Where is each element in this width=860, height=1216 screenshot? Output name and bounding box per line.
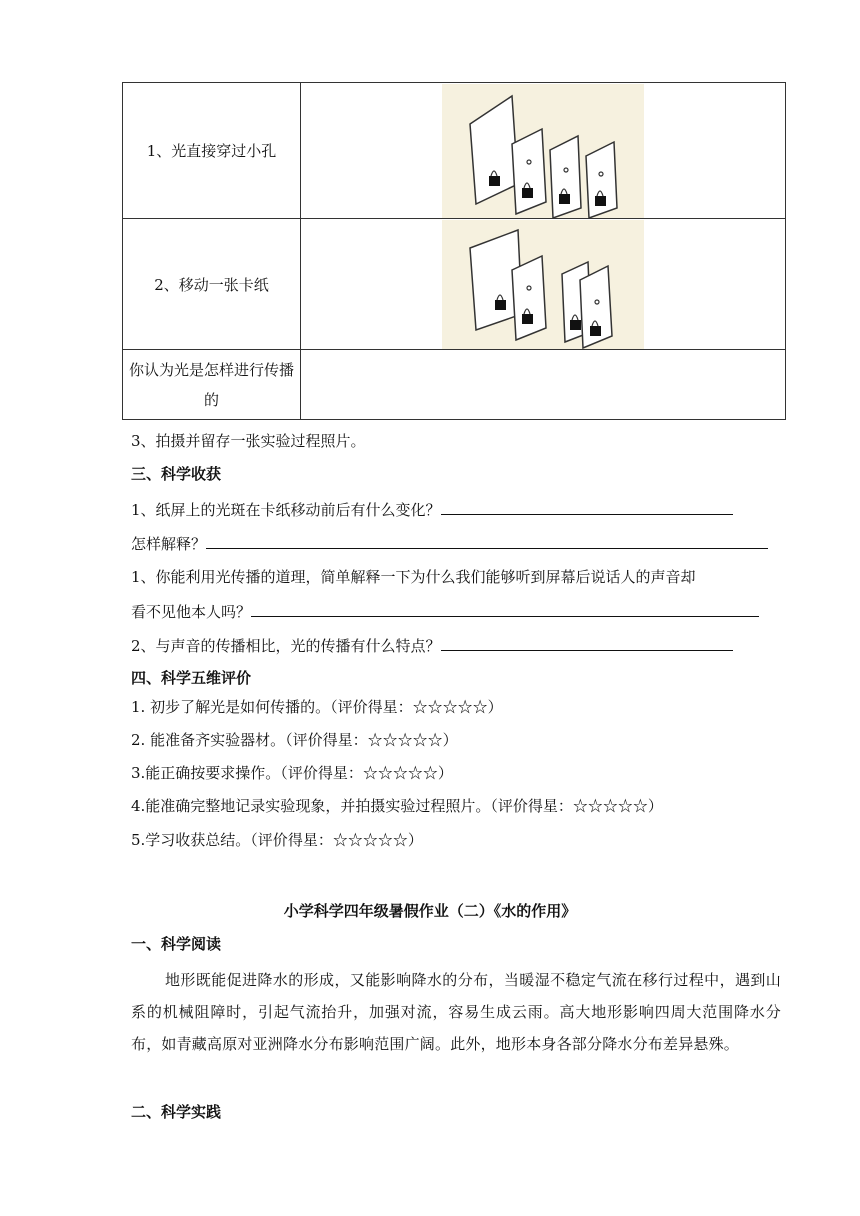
row-label: 你认为光是怎样进行传播的 — [123, 350, 301, 420]
question-2-line-2 — [131, 600, 759, 623]
evaluation-item: 3.能正确按要求操作。（评价得星：☆☆☆☆☆） — [131, 764, 453, 782]
section-3-heading: 三、科学收获 — [131, 465, 222, 483]
question-1b — [131, 532, 768, 555]
answer-cell[interactable] — [301, 350, 786, 420]
table-row — [123, 350, 786, 420]
image-cell — [301, 219, 786, 350]
question-1-text: 1、纸屏上的光斑在卡纸移动前后有什么变化？ — [131, 501, 441, 519]
table-row — [123, 219, 786, 350]
question-1b-text: 怎样解释？ — [131, 535, 207, 553]
answer-blank[interactable] — [441, 498, 733, 515]
practice-heading: 二、科学实践 — [131, 1103, 222, 1121]
question-3-text: 2、与声音的传播相比，光的传播有什么特点？ — [131, 637, 441, 655]
experiment-table — [122, 82, 786, 420]
table-row — [123, 83, 786, 219]
answer-blank[interactable] — [206, 532, 768, 549]
reading-paragraph: 地形既能促进降水的形成，又能影响降水的分布，当暖湿不稳定气流在移行过程中，遇到山系的机械阻障时，引起气流抬升，加强对流，容易生成云雨。高大地形影响四周大范围降水分布，如青藏高原对亚洲降水分布影响范围广阔。此外，地形本身各部分降水分布差异悬殊。 — [131, 971, 781, 1053]
cards-moved-illustration — [442, 220, 644, 349]
answer-blank[interactable] — [441, 634, 733, 651]
evaluation-item: 4.能准确完整地记录实验现象，并拍摄实验过程照片。（评价得星：☆☆☆☆☆） — [131, 797, 663, 815]
row-label: 2、移动一张卡纸 — [123, 219, 301, 350]
reading-heading: 一、科学阅读 — [131, 935, 222, 953]
step-3-text: 3、拍摄并留存一张实验过程照片。 — [131, 432, 366, 450]
evaluation-item: 5.学习收获总结。（评价得星：☆☆☆☆☆） — [131, 831, 423, 849]
question-2-line-1: 1、你能利用光传播的道理，简单解释一下为什么我们能够听到屏幕后说话人的声音却 — [131, 568, 696, 586]
row-label: 1、光直接穿过小孔 — [123, 83, 301, 219]
question-3 — [131, 634, 733, 657]
question-1 — [131, 498, 733, 521]
evaluation-item: 1. 初步了解光是如何传播的。（评价得星：☆☆☆☆☆） — [131, 698, 503, 716]
evaluation-item: 2. 能准备齐实验器材。（评价得星：☆☆☆☆☆） — [131, 731, 458, 749]
cards-aligned-illustration — [442, 84, 644, 218]
document-title: 小学科学四年级暑假作业（二）《水的作用》 — [283, 902, 577, 920]
question-2-text: 看不见他本人吗？ — [131, 603, 252, 621]
section-4-heading: 四、科学五维评价 — [131, 669, 252, 687]
answer-blank[interactable] — [251, 600, 759, 617]
image-cell — [301, 83, 786, 219]
